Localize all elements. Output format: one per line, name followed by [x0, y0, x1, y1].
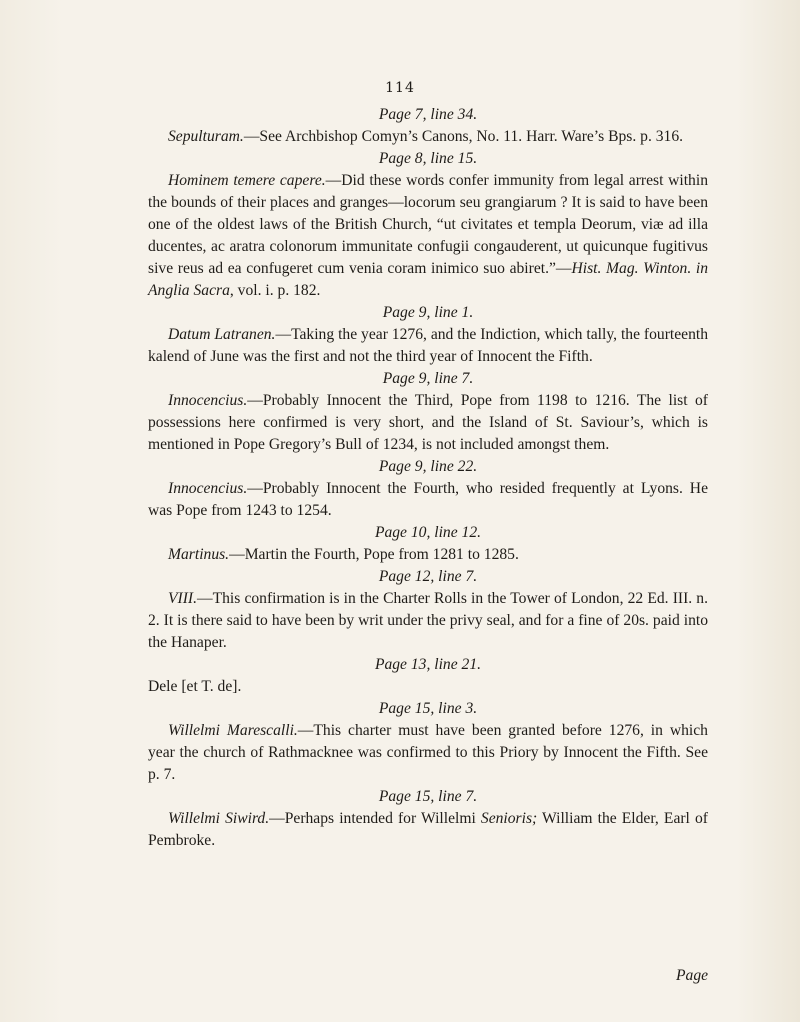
note-heading: Page 13, line 21. — [374, 656, 482, 673]
note-text-tail: William the Elder, Earl of Pembroke. — [148, 810, 708, 849]
note-entry — [148, 126, 708, 148]
note-text: —Probably Innocent the Fourth, who resided frequently at Lyons. He was Pope from 1243 to 1254. — [148, 480, 708, 519]
note-heading: Page 9, line 7. — [382, 370, 474, 387]
note-entry — [148, 390, 708, 456]
note-inline-italic: Senioris; — [480, 810, 538, 827]
note-lemma: Willelmi Marescalli. — [168, 722, 298, 739]
note-text: —This charter must have been granted before 1276, in which year the church of Rathmacknee was confirmed to this Priory by Innocent the Fifth. See p. 7. — [148, 722, 708, 783]
note-lemma: Datum Latranen. — [168, 326, 276, 343]
note-text: —Perhaps intended for Willelmi — [269, 810, 481, 827]
note-text: —Did these words confer immunity from legal arrest within the bounds of their places and granges—locorum seu grangiarum ? It is said to have been one of the oldest laws of the British Church, “ut civitates et templa Deorum, viæ ad illa ducentes, ac aratra colonorum immunitate confugii congauderent, ut quicunque fugitivus sive reus ad ea confugeret cum venia coram inimico suo abiret.”— — [148, 172, 708, 277]
note-entry — [148, 808, 708, 852]
note-heading: Page 12, line 7. — [378, 568, 478, 585]
note-text: —See Archbishop Comyn’s Canons, No. 11. Harr. Ware’s Bps. p. 316. — [243, 128, 684, 145]
page-number: 114 — [385, 80, 415, 96]
note-lemma: Sepulturam. — [168, 128, 244, 145]
note-lemma: Willelmi Siwird. — [168, 810, 270, 827]
note-entry — [148, 720, 708, 786]
note-entry — [148, 170, 708, 302]
note-source-tail: , vol. i. p. 182. — [229, 282, 321, 299]
note-heading: Page 8, line 15. — [378, 150, 478, 167]
note-heading: Page 9, line 1. — [382, 304, 474, 321]
note-text: Dele [et T. de]. — [148, 678, 242, 695]
note-lemma: Hominem temere capere. — [168, 172, 326, 189]
notes-body — [148, 104, 708, 852]
note-text: —This confirmation is in the Charter Rolls in the Tower of London, 22 Ed. III. n. 2. It is there said to have been by writ under the privy seal, and for a fine of 20s. paid into the Hanaper. — [148, 590, 708, 651]
note-text: —Martin the Fourth, Pope from 1281 to 1285. — [229, 546, 519, 563]
note-lemma: VIII. — [168, 590, 198, 607]
catchword: Page — [676, 967, 709, 984]
note-entry — [148, 478, 708, 522]
note-text: —Probably Innocent the Third, Pope from 1198 to 1216. The list of possessions here confirmed is very short, and the Island of St. Saviour’s, which is mentioned in Pope Gregory’s Bull of 1234, is not included amongst them. — [148, 392, 708, 453]
note-heading: Page 15, line 3. — [378, 700, 478, 717]
note-lemma: Innocencius. — [168, 392, 248, 409]
note-heading: Page 10, line 12. — [374, 524, 482, 541]
note-lemma: Innocencius. — [168, 480, 248, 497]
note-heading: Page 15, line 7. — [378, 788, 478, 805]
note-lemma: Martinus. — [168, 546, 230, 563]
note-text: —Taking the year 1276, and the Indiction, which tally, the fourteenth kalend of June was the first and not the third year of Innocent the Fifth. — [148, 326, 708, 365]
note-heading: Page 7, line 34. — [378, 106, 478, 123]
note-entry — [148, 324, 708, 368]
note-entry — [148, 544, 708, 566]
note-entry — [148, 676, 708, 698]
note-heading: Page 9, line 22. — [378, 458, 478, 475]
note-entry — [148, 588, 708, 654]
note-source: Hist. Mag. Winton. in Anglia Sacra — [148, 260, 708, 299]
